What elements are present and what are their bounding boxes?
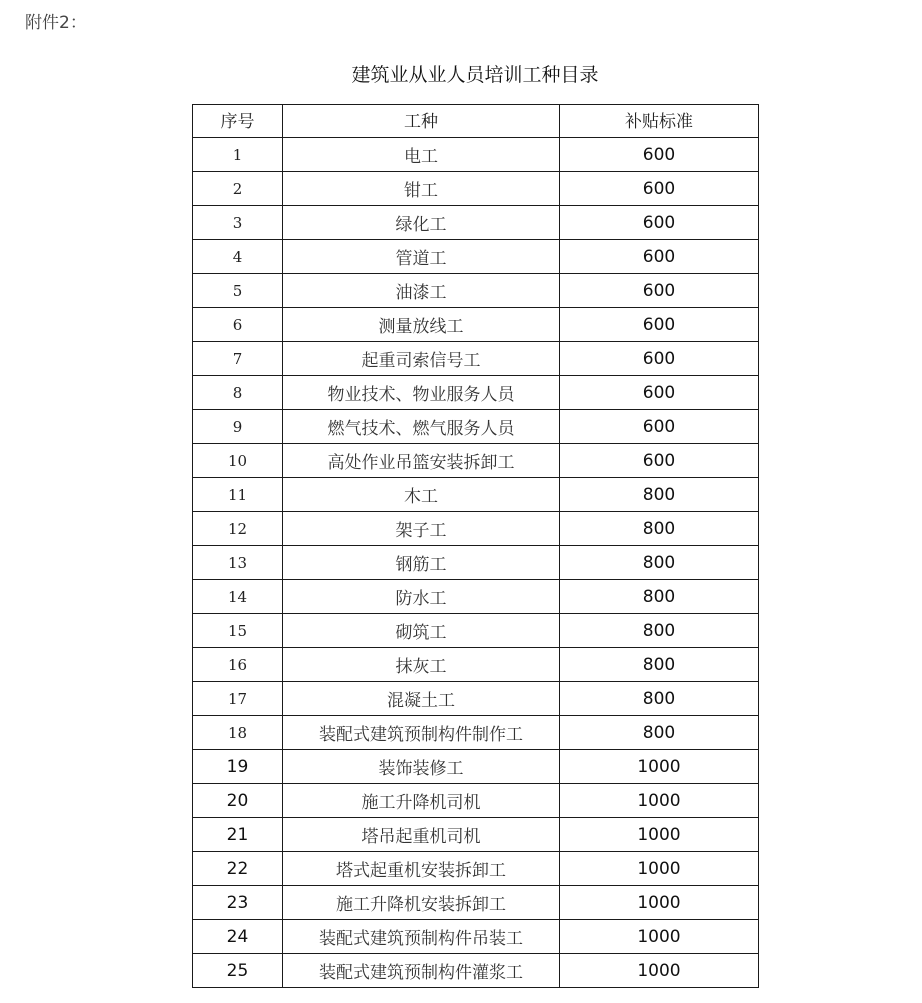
table-row [193,546,759,580]
row-job-type: 塔式起重机安装拆卸工 [283,852,560,886]
row-subsidy-amount: 600 [560,444,759,478]
table-row [193,580,759,614]
row-subsidy-amount: 600 [560,376,759,410]
row-seq: 3 [193,206,283,240]
row-seq: 7 [193,342,283,376]
row-subsidy-amount: 800 [560,478,759,512]
row-subsidy-amount: 1000 [560,954,759,988]
row-seq: 16 [193,648,283,682]
row-seq: 19 [193,750,283,784]
row-job-type: 物业技术、物业服务人员 [283,376,560,410]
row-subsidy-amount: 800 [560,512,759,546]
row-job-type: 装饰装修工 [283,750,560,784]
row-job-type: 燃气技术、燃气服务人员 [283,410,560,444]
row-subsidy-amount: 1000 [560,818,759,852]
row-job-type: 电工 [283,138,560,172]
row-seq: 21 [193,818,283,852]
row-seq: 25 [193,954,283,988]
table-row [193,954,759,988]
row-seq: 6 [193,308,283,342]
table-row [193,342,759,376]
row-job-type: 施工升降机安装拆卸工 [283,886,560,920]
row-subsidy-amount: 1000 [560,852,759,886]
row-subsidy-amount: 800 [560,716,759,750]
table-row [193,716,759,750]
row-job-type: 管道工 [283,240,560,274]
row-job-type: 装配式建筑预制构件灌浆工 [283,954,560,988]
table-row [193,852,759,886]
row-seq: 17 [193,682,283,716]
table-row [193,750,759,784]
row-job-type: 木工 [283,478,560,512]
row-job-type: 绿化工 [283,206,560,240]
row-seq: 12 [193,512,283,546]
row-subsidy-amount: 1000 [560,784,759,818]
row-job-type: 混凝土工 [283,682,560,716]
row-subsidy-amount: 600 [560,342,759,376]
row-job-type: 施工升降机司机 [283,784,560,818]
row-subsidy-amount: 800 [560,648,759,682]
row-job-type: 装配式建筑预制构件吊装工 [283,920,560,954]
table-row [193,410,759,444]
row-seq: 14 [193,580,283,614]
row-seq: 23 [193,886,283,920]
row-subsidy-amount: 1000 [560,920,759,954]
row-job-type: 塔吊起重机司机 [283,818,560,852]
row-subsidy-amount: 800 [560,580,759,614]
row-subsidy-amount: 600 [560,308,759,342]
row-seq: 8 [193,376,283,410]
row-seq: 18 [193,716,283,750]
table-row [193,478,759,512]
training-catalog-table [192,104,759,988]
table-row [193,274,759,308]
row-subsidy-amount: 600 [560,206,759,240]
table-row [193,512,759,546]
row-job-type: 防水工 [283,580,560,614]
row-seq: 5 [193,274,283,308]
table-body [193,138,759,988]
row-job-type: 油漆工 [283,274,560,308]
table-row [193,308,759,342]
header-seq: 序号 [193,105,283,138]
header-type: 工种 [283,105,560,138]
attachment-label: 附件2： [25,13,87,33]
row-job-type: 装配式建筑预制构件制作工 [283,716,560,750]
row-job-type: 抹灰工 [283,648,560,682]
table-row [193,172,759,206]
row-job-type: 高处作业吊篮安装拆卸工 [283,444,560,478]
row-subsidy-amount: 600 [560,172,759,206]
row-seq: 15 [193,614,283,648]
table-row [193,240,759,274]
row-subsidy-amount: 800 [560,546,759,580]
row-seq: 11 [193,478,283,512]
table-row [193,138,759,172]
row-subsidy-amount: 600 [560,240,759,274]
table-row [193,206,759,240]
row-subsidy-amount: 600 [560,410,759,444]
row-seq: 9 [193,410,283,444]
table-header-row [193,105,759,138]
table-row [193,682,759,716]
row-subsidy-amount: 600 [560,274,759,308]
row-subsidy-amount: 800 [560,682,759,716]
table-row [193,376,759,410]
row-seq: 2 [193,172,283,206]
table-row [193,444,759,478]
row-job-type: 砌筑工 [283,614,560,648]
row-job-type: 钢筋工 [283,546,560,580]
row-seq: 20 [193,784,283,818]
row-job-type: 起重司索信号工 [283,342,560,376]
row-seq: 10 [193,444,283,478]
row-subsidy-amount: 1000 [560,750,759,784]
row-seq: 1 [193,138,283,172]
table-row [193,648,759,682]
row-seq: 24 [193,920,283,954]
table-row [193,886,759,920]
row-subsidy-amount: 800 [560,614,759,648]
row-job-type: 架子工 [283,512,560,546]
row-job-type: 钳工 [283,172,560,206]
header-amount: 补贴标准 [560,105,759,138]
row-seq: 4 [193,240,283,274]
table-row [193,784,759,818]
table-row [193,614,759,648]
row-subsidy-amount: 600 [560,138,759,172]
table-row [193,920,759,954]
row-subsidy-amount: 1000 [560,886,759,920]
row-seq: 22 [193,852,283,886]
document-title: 建筑业从业人员培训工种目录 [351,64,599,86]
table-row [193,818,759,852]
row-seq: 13 [193,546,283,580]
row-job-type: 测量放线工 [283,308,560,342]
